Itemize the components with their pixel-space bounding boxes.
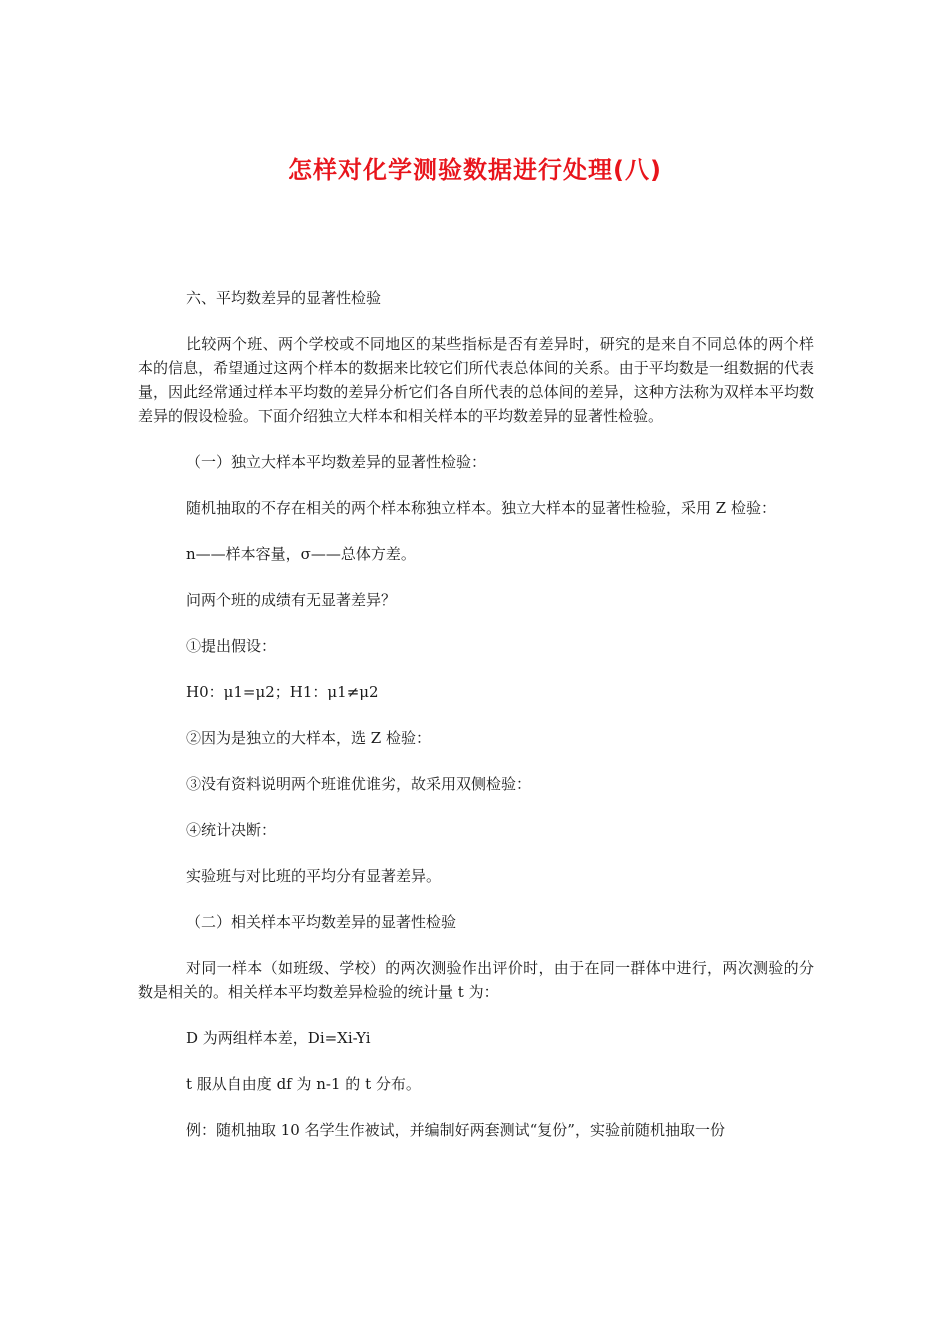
subsection-heading-1: （一）独立大样本平均数差异的显著性检验： <box>186 453 487 471</box>
step-3-two-tailed: ③没有资料说明两个班谁优谁劣，故采用双侧检验： <box>186 775 532 793</box>
paragraph-conclusion: 实验班与对比班的平均分有显著差异。 <box>186 867 442 885</box>
paragraph-t-distribution: t 服从自由度 df 为 n-1 的 t 分布。 <box>186 1075 421 1093</box>
section-heading-6: 六、平均数差异的显著性检验 <box>186 289 382 307</box>
paragraph-intro: 比较两个班、两个学校或不同地区的某些指标是否有差异时，研究的是来自不同总体的两个样本的信息，希望通过这两个样本的数据来比较它们所代表总体间的关系。由于平均数是一组数据的代表量，因此经常通过样本平均数的差异分析它们各自所代表的总体间的差异，这种方法称为双样本平均数差异的假设检验。下面介绍独立大样本和相关样本的平均数差异的显著性检验。 <box>138 335 814 425</box>
document-title: 怎样对化学测验数据进行处理(八) <box>288 156 662 184</box>
step-2-test-choice: ②因为是独立的大样本，选 Z 检验： <box>186 729 431 747</box>
document-body <box>138 286 814 1164</box>
hypothesis-statement: H0：μ1=μ2；H1：μ1≠μ2 <box>186 683 379 701</box>
step-4-decision: ④统计决断： <box>186 821 277 839</box>
subsection-heading-2: （二）相关样本平均数差异的显著性检验 <box>186 913 457 931</box>
paragraph-independent-samples: 随机抽取的不存在相关的两个样本称独立样本。独立大样本的显著性检验，采用 Z 检验： <box>186 499 776 517</box>
step-1-hypothesis: ①提出假设： <box>186 637 277 655</box>
paragraph-related-samples: 对同一样本（如班级、学校）的两次测验作出评价时，由于在同一群体中进行，两次测验的分数是相关的。相关样本平均数差异检验的统计量 t 为： <box>138 959 814 1001</box>
paragraph-example: 例：随机抽取 10 名学生作被试，并编制好两套测试“复份”，实验前随机抽取一份 <box>186 1121 725 1139</box>
paragraph-d-definition: D 为两组样本差，Di=Xi-Yi <box>186 1029 371 1047</box>
paragraph-question: 问两个班的成绩有无显著差异？ <box>186 591 397 609</box>
paragraph-variable-definitions: n——样本容量，σ——总体方差。 <box>186 545 416 563</box>
